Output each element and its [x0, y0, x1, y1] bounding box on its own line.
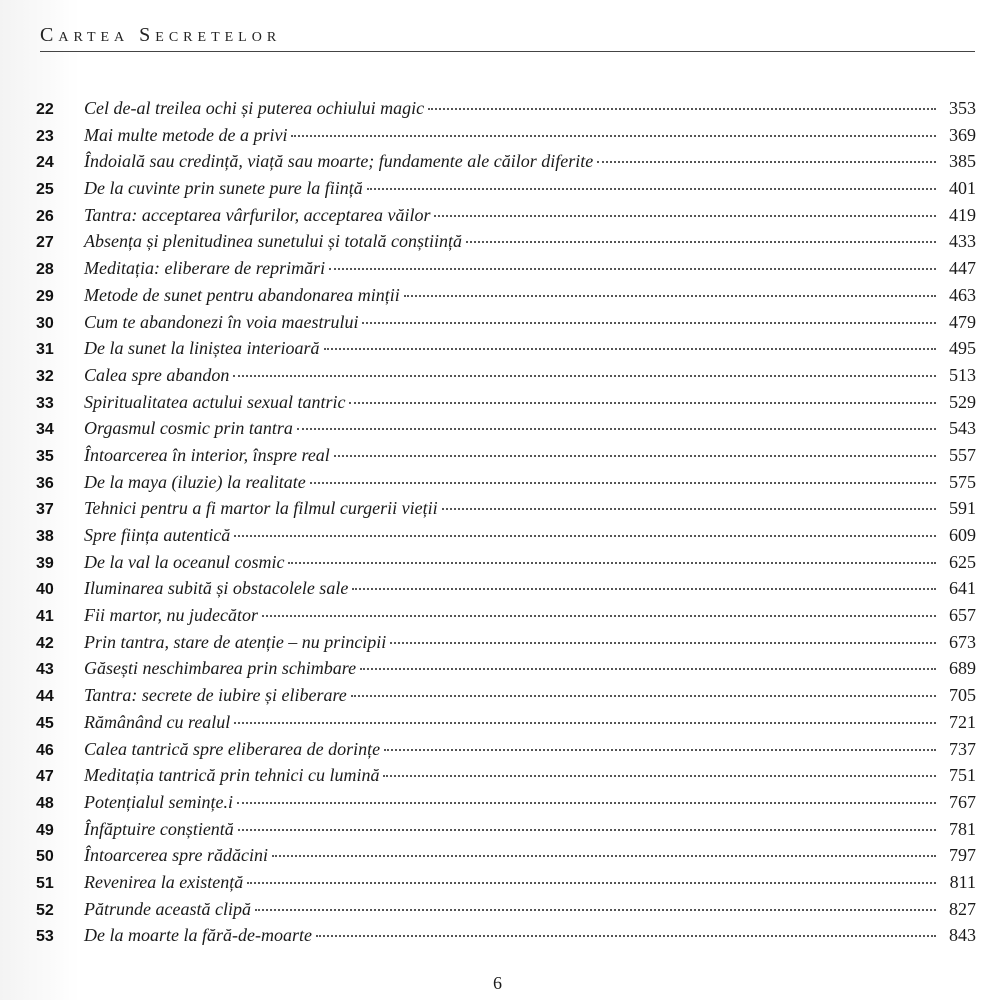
toc-row	[28, 205, 976, 232]
dot-leader	[390, 642, 936, 644]
chapter-number: 29	[36, 287, 54, 305]
dot-leader	[255, 909, 936, 911]
toc-row	[28, 578, 976, 605]
chapter-page-number: 495	[949, 338, 976, 359]
chapter-title: Tehnici pentru a fi martor la filmul curgerii vieții	[84, 498, 438, 519]
chapter-page-number: 557	[949, 444, 976, 465]
chapter-number: 42	[36, 634, 54, 652]
page-number: 6	[493, 973, 502, 993]
toc-row	[28, 445, 976, 472]
chapter-title: Metode de sunet pentru abandonarea minții	[84, 284, 400, 305]
chapter-title: Pătrunde această clipă	[84, 898, 251, 919]
chapter-number: 37	[36, 501, 54, 519]
chapter-page-number: 689	[949, 658, 976, 679]
chapter-number: 22	[36, 101, 54, 118]
header-rule	[40, 51, 975, 52]
chapter-page-number: 419	[949, 204, 976, 225]
toc-row	[28, 685, 976, 712]
chapter-page-number: 781	[949, 818, 976, 839]
toc-row	[28, 231, 976, 258]
chapter-number: 28	[36, 261, 54, 279]
chapter-page-number: 591	[949, 498, 976, 519]
toc-row	[28, 552, 976, 579]
toc-row	[28, 151, 976, 178]
chapter-title: Meditația tantrică prin tehnici cu lumină	[84, 765, 380, 786]
toc-row	[28, 498, 976, 525]
chapter-number: 32	[36, 367, 54, 385]
chapter-title: Calea spre abandon	[84, 364, 230, 385]
chapter-page-number: 767	[949, 791, 976, 812]
toc-row	[28, 365, 976, 392]
chapter-number: 24	[36, 154, 54, 172]
chapter-title: De la cuvinte prin sunete pure la ființă	[84, 178, 363, 199]
chapter-title: Iluminarea subită și obstacolele sale	[84, 578, 349, 599]
chapter-page-number: 721	[949, 711, 976, 732]
chapter-title: Tantra: secrete de iubire și eliberare	[84, 685, 347, 706]
chapter-page-number: 625	[949, 551, 976, 572]
toc-row	[28, 925, 976, 952]
chapter-number: 35	[36, 447, 54, 465]
toc-row	[28, 792, 976, 819]
dot-leader	[234, 722, 936, 724]
chapter-title: Îndoială sau credință, viață sau moarte; fundamente ale căilor diferite	[84, 151, 594, 172]
toc-row	[28, 765, 976, 792]
chapter-number: 36	[36, 474, 54, 492]
chapter-page-number: 513	[949, 364, 976, 385]
dot-leader	[351, 695, 936, 697]
dot-leader	[349, 402, 936, 404]
toc-row	[28, 845, 976, 872]
toc-row	[28, 525, 976, 552]
chapter-number: 33	[36, 394, 54, 412]
chapter-title: Cel de-al treilea ochi și puterea ochiului magic	[84, 98, 425, 118]
chapter-page-number: 447	[949, 258, 976, 279]
chapter-title: Rămânând cu realul	[84, 711, 231, 732]
chapter-number: 46	[36, 741, 54, 759]
chapter-page-number: 843	[949, 925, 976, 946]
chapter-title: Orgasmul cosmic prin tantra	[84, 418, 293, 439]
chapter-title: Meditația: eliberare de reprimări	[84, 258, 326, 279]
chapter-number: 25	[36, 181, 54, 199]
chapter-title: Prin tantra, stare de atenție – nu principii	[84, 631, 387, 652]
chapter-number: 30	[36, 314, 54, 332]
chapter-number: 34	[36, 421, 54, 439]
chapter-page-number: 463	[949, 284, 976, 305]
chapter-page-number: 797	[949, 845, 976, 866]
chapter-page-number: 529	[949, 391, 976, 412]
dot-leader	[434, 215, 936, 217]
toc-row	[28, 392, 976, 419]
dot-leader	[324, 348, 937, 350]
dot-leader	[334, 455, 936, 457]
chapter-page-number: 827	[949, 898, 976, 919]
chapter-number: 27	[36, 234, 54, 252]
chapter-title: Întoarcerea în interior, înspre real	[84, 444, 330, 465]
toc-row	[28, 258, 976, 285]
chapter-number: 52	[36, 901, 54, 919]
dot-leader	[238, 829, 936, 831]
dot-leader	[597, 161, 936, 163]
chapter-number: 48	[36, 794, 54, 812]
dot-leader	[237, 802, 936, 804]
dot-leader	[442, 508, 936, 510]
chapter-page-number: 575	[949, 471, 976, 492]
chapter-number: 49	[36, 821, 54, 839]
toc-row	[28, 739, 976, 766]
dot-leader	[297, 428, 936, 430]
dot-leader	[367, 188, 936, 190]
chapter-page-number: 353	[949, 98, 976, 118]
chapter-title: Întoarcerea spre rădăcini	[84, 845, 268, 866]
dot-leader	[329, 268, 936, 270]
chapter-page-number: 369	[949, 124, 976, 145]
chapter-number: 26	[36, 207, 54, 225]
dot-leader	[234, 535, 936, 537]
dot-leader	[247, 882, 936, 884]
chapter-title: Spiritualitatea actului sexual tantric	[84, 391, 346, 412]
chapter-title: Găsești neschimbarea prin schimbare	[84, 658, 357, 679]
chapter-number: 40	[36, 581, 54, 599]
dot-leader	[352, 588, 936, 590]
chapter-page-number: 657	[949, 605, 976, 626]
dot-leader	[233, 375, 936, 377]
chapter-title: Mai multe metode de a privi	[84, 124, 288, 145]
chapter-title: Fii martor, nu judecător	[84, 605, 258, 626]
chapter-number: 23	[36, 127, 54, 145]
dot-leader	[272, 855, 936, 857]
chapter-page-number: 673	[949, 631, 976, 652]
chapter-number: 38	[36, 528, 54, 545]
dot-leader	[383, 775, 936, 777]
chapter-page-number: 641	[949, 578, 976, 599]
dot-leader	[384, 749, 936, 751]
toc-row	[28, 338, 976, 365]
dot-leader	[316, 935, 936, 937]
chapter-number: 41	[36, 608, 54, 626]
chapter-number: 47	[36, 768, 54, 786]
toc-row	[28, 125, 976, 152]
chapter-page-number: 479	[949, 311, 976, 332]
chapter-number: 45	[36, 714, 54, 732]
dot-leader	[288, 562, 936, 564]
toc-row	[28, 98, 976, 125]
chapter-title: Cum te abandonezi în voia maestrului	[84, 311, 359, 332]
chapter-title: Tantra: acceptarea vârfurilor, acceptarea văilor	[84, 204, 431, 225]
chapter-title: De la sunet la liniștea interioară	[84, 338, 320, 359]
running-head: Cartea Secretelor	[40, 24, 282, 46]
chapter-page-number: 433	[949, 231, 976, 252]
chapter-number: 53	[36, 928, 54, 946]
chapter-number: 31	[36, 341, 54, 359]
chapter-number: 43	[36, 661, 54, 679]
toc-row	[28, 872, 976, 899]
chapter-number: 44	[36, 688, 54, 706]
dot-leader	[310, 482, 936, 484]
chapter-title: De la moarte la fără-de-moarte	[84, 925, 312, 946]
chapter-title: Potențialul semințe.i	[84, 791, 233, 812]
chapter-number: 39	[36, 554, 54, 572]
toc-row	[28, 472, 976, 499]
toc-row	[28, 819, 976, 846]
dot-leader	[404, 295, 936, 297]
toc-row	[28, 658, 976, 685]
dot-leader	[362, 322, 936, 324]
toc-row	[28, 899, 976, 926]
chapter-title: Absența și plenitudinea sunetului și totală conștiință	[84, 231, 462, 252]
chapter-page-number: 751	[949, 765, 976, 786]
chapter-title: Revenirea la existență	[84, 871, 244, 892]
toc-row	[28, 712, 976, 739]
dot-leader	[291, 135, 936, 137]
chapter-page-number: 401	[949, 178, 976, 199]
chapter-page-number: 385	[949, 151, 976, 172]
toc-row	[28, 285, 976, 312]
table-of-contents	[28, 98, 976, 952]
chapter-page-number: 811	[949, 871, 976, 892]
toc-row	[28, 312, 976, 339]
dot-leader	[466, 241, 936, 243]
chapter-title: De la maya (iluzie) la realitate	[84, 471, 306, 492]
chapter-page-number: 705	[949, 685, 976, 706]
chapter-number: 50	[36, 848, 54, 866]
chapter-title: Calea tantrică spre eliberarea de dorințe	[84, 738, 381, 759]
toc-row	[28, 632, 976, 659]
chapter-page-number: 737	[949, 738, 976, 759]
chapter-number: 51	[36, 874, 54, 892]
chapter-title: Spre ființa autentică	[84, 525, 231, 545]
toc-row	[28, 418, 976, 445]
chapter-title: De la val la oceanul cosmic	[84, 551, 285, 572]
dot-leader	[428, 108, 936, 110]
chapter-title: Înfăptuire conștientă	[84, 818, 234, 839]
toc-row	[28, 178, 976, 205]
toc-row	[28, 605, 976, 632]
chapter-page-number: 609	[949, 525, 976, 545]
chapter-page-number: 543	[949, 418, 976, 439]
dot-leader	[360, 668, 936, 670]
dot-leader	[262, 615, 936, 617]
